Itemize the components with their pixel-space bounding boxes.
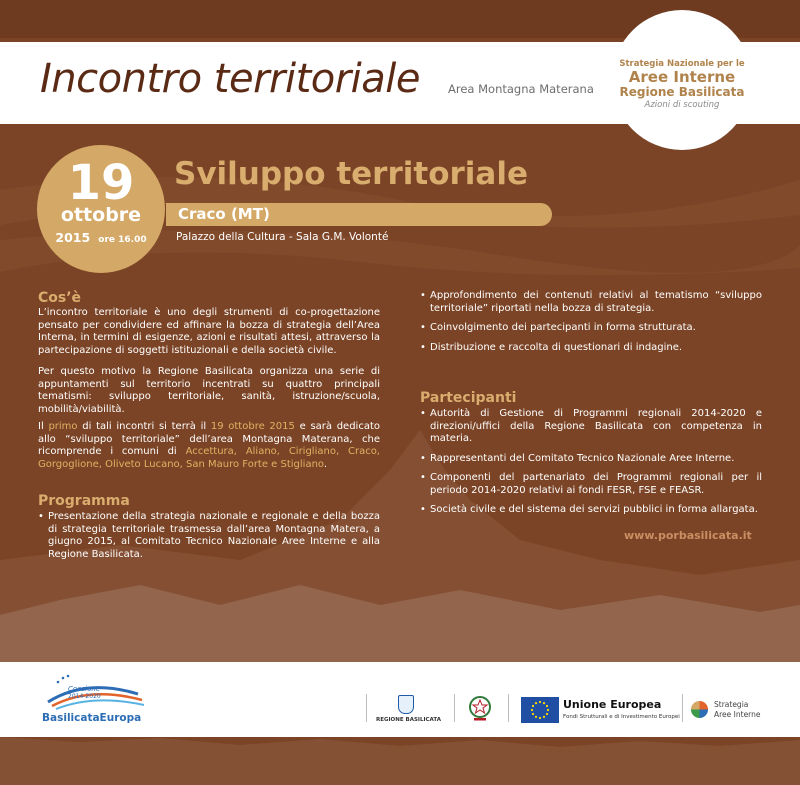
strategy-line4: Azioni di scouting [644,100,720,110]
programma-list [38,511,380,568]
event-day: 19 [67,155,135,211]
partecipanti-heading: Partecipanti [420,390,517,406]
strategy-line3: Regione Basilicata [619,85,745,99]
page-title: Incontro territoriale [40,56,421,102]
strategy-line2: Aree Interne [628,68,736,86]
programma-item-4: • Distribuzione e raccolta di questionari di indagine. [420,342,762,355]
cose-paragraph-2: Per questo motivo la Regione Basilicata organizza una serie di appuntamenti sul territorio incentrati su quattro principali tematismi: sviluppo territoriale, sanità, istruzione/scuola, mobilità/viabilità. [38,366,380,415]
event-title: Sviluppo territoriale [174,156,528,192]
event-year: 2015 [55,230,91,245]
footer-divider [508,694,509,722]
website-link[interactable]: www.porbasilicata.it [624,529,752,542]
programma-item-3: • Coinvolgimento dei partecipanti in forma strutturata. [420,322,762,335]
event-month: ottobre [60,204,142,226]
strategy-badge [612,10,752,150]
coesione-line2: 2014-2020 [68,693,101,700]
aree-line1: Strategia [714,700,749,709]
partecipanti-item-4: • Società civile e del sistema dei servizi pubblici in forma allargata. [420,504,762,517]
coesione-line1: Coesione [68,685,101,693]
coesione-line3: BasilicataEuropa [42,712,142,724]
strategy-line1: Strategia Nazionale per le [619,59,745,69]
programma-item-2: • Approfondimento dei contenuti relativi al tematismo “sviluppo territoriale” riportati nella bozza di strategia. [420,290,762,315]
partecipanti-list [420,408,762,524]
unione-europea-logo [521,697,680,723]
eu-flag-icon [521,697,559,723]
area-name: Area Montagna Materana [448,82,594,96]
eu-line1: Unione Europea [563,698,662,711]
event-place: Craco (MT) [178,205,270,223]
partecipanti-item-1: • Autorità di Gestione di Programmi regionali 2014-2020 e direzioni/uffici della Regione Basilicata con competenza in materia. [420,408,762,446]
regione-label: REGIONE BASILICATA [376,717,441,723]
regione-basilicata-logo [376,695,441,725]
footer-divider [454,694,455,722]
coesione-logo [42,672,150,728]
aree-line2: Aree Interne [714,710,761,719]
footer-divider [682,694,683,722]
programma-item-1: • Presentazione della strategia nazionale e regionale e della bozza di strategia territoriale trasmessa dall’area Montagna Matera, a giugno 2015, al Comitato Tecnico Nazionale Aree Interne e alla Regione Basilicata. [38,511,380,561]
place-banner [166,203,552,226]
partecipanti-item-2: • Rappresentanti del Comitato Tecnico Nazionale Aree Interne. [420,453,762,466]
footer-divider [366,694,367,722]
eu-line2: Fondi Strutturali e di Investimento Europei [563,714,680,720]
cose-heading: Cos’è [38,290,82,306]
regione-shield-icon [398,695,414,714]
programma-list-continued [420,290,762,361]
event-time: ore 16.00 [98,235,147,245]
date-badge [37,145,165,273]
partecipanti-item-3: • Componenti del partenariato dei Programmi regionali per il periodo 2014-2020 relativi ai fondi FESR, FSE e FEASR. [420,472,762,497]
cose-paragraph-3: Il primo di tali incontri si terrà il 19 ottobre 2015 e sarà dedicato allo “sviluppo territoriale” dell’area Montagna Materana, che ricomprende i comuni di Accettura, Aliano, Cirigliano, Craco, Gorgoglione, Oliveto Lucano, San Mauro Forte e Stigliano. [38,421,381,470]
aree-interne-icon [690,700,709,719]
programma-heading: Programma [38,493,130,509]
cose-paragraph-1: L’incontro territoriale è uno degli strumenti di co-progettazione pensato per condividere ed affinare la bozza di strategia dell’Area Interna, in termini di esigenze, azioni e risultati attesi, attraverso la partecipazione di soggetti istituzionali e della società civile. [38,307,380,356]
strategia-aree-interne-logo [690,698,766,724]
italian-republic-emblem-icon [467,694,493,722]
event-venue: Palazzo della Cultura - Sala G.M. Volonté [176,231,389,243]
